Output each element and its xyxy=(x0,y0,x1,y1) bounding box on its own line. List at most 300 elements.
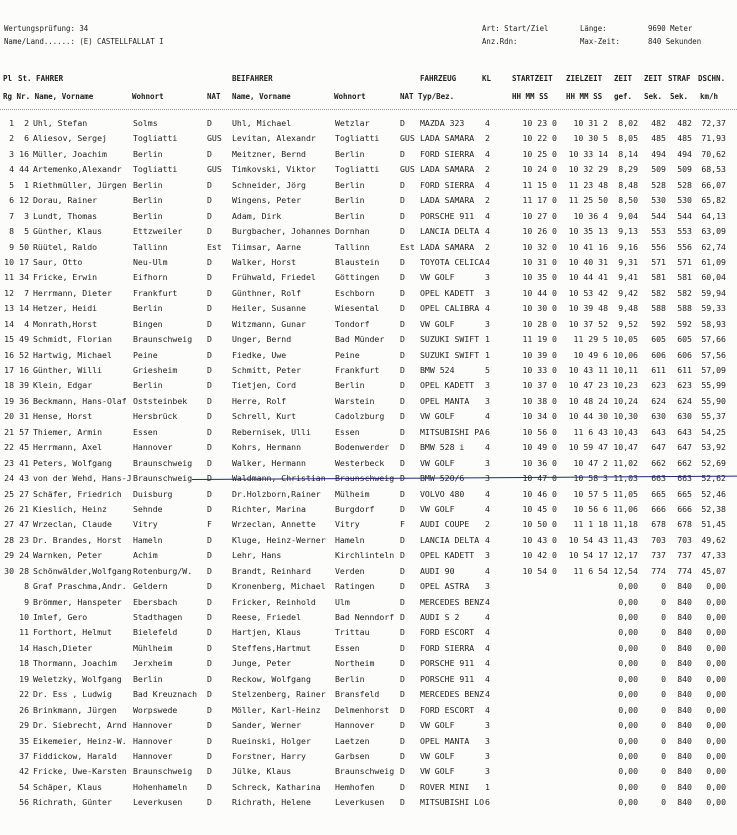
table-row xyxy=(0,255,737,270)
class-cell: 4 xyxy=(485,256,490,267)
time-cell: 12,54 xyxy=(613,565,638,576)
speed-cell: 55,90 xyxy=(701,395,726,406)
car-cell: TOYOTA CELICA xyxy=(420,256,484,267)
driver-town-cell: Rotenburg/W. xyxy=(133,565,193,576)
startnum-cell: 43 xyxy=(19,473,29,484)
codriver-town-cell: Laetzen xyxy=(335,735,370,746)
penalty-cell: 588 xyxy=(677,303,692,314)
driver-nat-cell: D xyxy=(207,720,212,731)
driver-name-cell: Artemenko,Alexandr xyxy=(33,164,122,175)
driver-nat-cell: D xyxy=(207,195,212,206)
driver-name-cell: Günther, Willi xyxy=(33,365,103,375)
startnum-cell: 5 xyxy=(24,226,29,237)
time-cell: 0,00 xyxy=(618,596,638,607)
codriver-town-cell: Berlin xyxy=(335,380,365,391)
codriver-nat-cell: D xyxy=(400,118,405,128)
codriver-name-cell: Lehr, Hans xyxy=(232,550,282,561)
driver-town-cell: Hannover xyxy=(133,750,173,761)
time-cell: 9,48 xyxy=(618,303,638,314)
penalty-cell: 840 xyxy=(677,704,692,715)
class-cell: 4 xyxy=(485,148,490,159)
speed-cell: 61,09 xyxy=(701,256,726,267)
codriver-name-cell: Herre, Rolf xyxy=(232,395,287,406)
seconds-cell: 666 xyxy=(651,503,666,514)
class-cell: 3 xyxy=(485,735,490,746)
time-cell: 9,04 xyxy=(618,210,638,221)
time-cell: 10,06 xyxy=(613,349,638,360)
penalty-cell: 737 xyxy=(677,550,692,561)
driver-nat-cell: F xyxy=(207,519,212,530)
codriver-nat-cell: Est xyxy=(400,241,415,252)
class-cell: 3 xyxy=(485,473,490,484)
driver-nat-cell: D xyxy=(207,287,212,298)
speed-cell: 0,00 xyxy=(706,627,726,638)
table-row xyxy=(0,425,737,440)
driver-nat-cell: D xyxy=(207,365,212,375)
table-row xyxy=(0,456,737,471)
codriver-name-cell: Schrell, Kurt xyxy=(232,411,297,422)
type-label: Art: Start/Ziel xyxy=(482,24,549,33)
table-row xyxy=(0,502,737,517)
table-row xyxy=(0,317,737,332)
penalty-cell: 624 xyxy=(677,395,692,406)
startnum-cell: 49 xyxy=(19,334,29,345)
start-time-cell: 11 19 0 xyxy=(522,334,557,345)
speed-cell: 0,00 xyxy=(706,735,726,746)
driver-town-cell: Achim xyxy=(133,550,158,561)
speed-cell: 64,13 xyxy=(701,210,726,221)
driver-name-cell: Schäfer, Friedrich xyxy=(33,488,122,499)
codriver-nat-cell: D xyxy=(400,365,405,375)
codriver-nat-cell: D xyxy=(400,673,405,684)
driver-town-cell: Sehnde xyxy=(133,503,163,514)
codriver-nat-cell: D xyxy=(400,503,405,514)
seconds-cell: 0 xyxy=(661,642,666,653)
driver-name-cell: Riethmüller, Jürgen xyxy=(33,179,127,190)
country-label: Name/Land......: (E) CASTELLFALLAT I xyxy=(4,37,164,46)
finish-time-cell: 10 59 47 xyxy=(568,442,608,453)
speed-cell: 0,00 xyxy=(706,596,726,607)
codriver-name-cell: Kluge, Heinz-Werner xyxy=(232,534,326,545)
table-row xyxy=(0,224,737,239)
codriver-nat-cell: D xyxy=(400,766,405,777)
codriver-town-cell: Essen xyxy=(335,426,360,437)
col-bf-name: Name, Vorname xyxy=(232,92,291,101)
speed-cell: 72,37 xyxy=(701,118,726,128)
driver-nat-cell: D xyxy=(207,581,212,592)
penalty-cell: 611 xyxy=(677,365,692,375)
codriver-name-cell: Levitan, Alexandr xyxy=(232,133,316,144)
codriver-name-cell: Rebernisek, Ulli xyxy=(232,426,311,437)
codriver-nat-cell: D xyxy=(400,612,405,622)
driver-nat-cell: D xyxy=(207,256,212,267)
driver-name-cell: Fricke, Uwe-Karsten xyxy=(33,766,127,777)
time-cell: 0,00 xyxy=(618,689,638,700)
finish-time-cell: 10 49 6 xyxy=(573,349,608,360)
startnum-cell: 39 xyxy=(19,380,29,391)
codriver-nat-cell: D xyxy=(400,781,405,792)
driver-name-cell: Eikemeier, Heinz-W. xyxy=(33,735,127,746)
driver-name-cell: Hense, Horst xyxy=(33,411,93,422)
driver-name-cell: von der Wehd, Hans-J xyxy=(33,473,132,484)
codriver-nat-cell: D xyxy=(400,689,405,700)
start-time-cell: 10 24 0 xyxy=(522,164,557,175)
codriver-town-cell: Peine xyxy=(335,349,360,360)
speed-cell: 0,00 xyxy=(706,781,726,792)
seconds-cell: 530 xyxy=(651,195,666,206)
test-label: Wertungsprüfung: 34 xyxy=(4,24,89,33)
seconds-cell: 0 xyxy=(661,797,666,808)
time-cell: 8,14 xyxy=(618,148,638,159)
rank-cell: 10 xyxy=(4,256,14,267)
driver-town-cell: Hohenhameln xyxy=(133,781,188,792)
start-time-cell: 10 33 0 xyxy=(522,365,557,375)
class-cell: 3 xyxy=(485,766,490,777)
table-row xyxy=(0,780,737,795)
table-row xyxy=(0,795,737,810)
rank-cell: 22 xyxy=(4,442,14,453)
startnum-cell: 3 xyxy=(24,210,29,221)
driver-nat-cell: D xyxy=(207,781,212,792)
col-nat-typ: NAT Typ/Bez. xyxy=(400,92,455,101)
driver-name-cell: Peters, Wolfgang xyxy=(33,457,112,468)
driver-name-cell: Dorau, Rainer xyxy=(33,195,98,206)
seconds-cell: 678 xyxy=(651,519,666,530)
driver-name-cell: Günther, Klaus xyxy=(33,226,103,237)
codriver-nat-cell: D xyxy=(400,411,405,422)
driver-town-cell: Tallinn xyxy=(133,241,168,252)
class-cell: 4 xyxy=(485,503,490,514)
driver-nat-cell: D xyxy=(207,766,212,777)
codriver-nat-cell: D xyxy=(400,457,405,468)
penalty-cell: 840 xyxy=(677,673,692,684)
startnum-cell: 37 xyxy=(19,750,29,761)
class-cell: 6 xyxy=(485,426,490,437)
seconds-cell: 665 xyxy=(651,488,666,499)
codriver-nat-cell: D xyxy=(400,550,405,561)
penalty-cell: 678 xyxy=(677,519,692,530)
class-cell: 4 xyxy=(485,442,490,453)
startnum-cell: 9 xyxy=(24,596,29,607)
driver-town-cell: Solms xyxy=(133,118,158,128)
header-divider xyxy=(0,109,737,110)
driver-town-cell: Berlin xyxy=(133,380,163,391)
car-cell: VW GOLF xyxy=(420,272,455,283)
penalty-cell: 774 xyxy=(677,565,692,576)
codriver-name-cell: Kohrs, Hermann xyxy=(232,442,302,453)
driver-nat-cell: D xyxy=(207,179,212,190)
table-row xyxy=(0,718,737,733)
col-dschn: DSCHN. xyxy=(698,74,726,83)
table-row xyxy=(0,363,737,378)
class-cell: 4 xyxy=(485,627,490,638)
driver-nat-cell: D xyxy=(207,689,212,700)
codriver-name-cell: Adam, Dirk xyxy=(232,210,282,221)
speed-cell: 59,33 xyxy=(701,303,726,314)
penalty-cell: 840 xyxy=(677,735,692,746)
driver-town-cell: Hannover xyxy=(133,442,173,453)
speed-cell: 52,62 xyxy=(701,473,726,484)
driver-name-cell: Dr. Ess , Ludwig xyxy=(33,689,112,700)
codriver-town-cell: Leverkusen xyxy=(335,797,385,808)
codriver-nat-cell: D xyxy=(400,195,405,206)
driver-town-cell: Jerxheim xyxy=(133,658,173,669)
codriver-town-cell: Vitry xyxy=(335,519,360,530)
codriver-nat-cell: D xyxy=(400,395,405,406)
table-row xyxy=(0,749,737,764)
startnum-cell: 12 xyxy=(19,195,29,206)
car-cell: MITSUBISHI PA xyxy=(420,426,484,437)
seconds-cell: 663 xyxy=(651,473,666,484)
codriver-name-cell: Richter, Marina xyxy=(232,503,306,514)
rank-cell: 21 xyxy=(4,426,14,437)
codriver-nat-cell: D xyxy=(400,627,405,638)
driver-name-cell: Schönwälder,Wolfgang xyxy=(33,565,132,576)
driver-nat-cell: D xyxy=(207,334,212,345)
codriver-name-cell: Meitzner, Bernd xyxy=(232,148,306,159)
driver-town-cell: Hannover xyxy=(133,735,173,746)
driver-town-cell: Berlin xyxy=(133,673,163,684)
driver-nat-cell: D xyxy=(207,534,212,545)
codriver-town-cell: Berlin xyxy=(335,673,365,684)
speed-cell: 0,00 xyxy=(706,612,726,622)
seconds-cell: 553 xyxy=(651,226,666,237)
startnum-cell: 23 xyxy=(19,534,29,545)
table-row xyxy=(0,533,737,548)
table-row xyxy=(0,209,737,224)
speed-cell: 59,94 xyxy=(701,287,726,298)
startnum-cell: 14 xyxy=(19,642,29,653)
codriver-name-cell: Jülke, Klaus xyxy=(232,766,292,777)
rank-cell: 13 xyxy=(4,303,14,314)
driver-town-cell: Essen xyxy=(133,426,158,437)
car-cell: AUDI 90 xyxy=(420,565,455,576)
table-row xyxy=(0,162,737,177)
codriver-town-cell: Wetzlar xyxy=(335,118,370,128)
penalty-cell: 840 xyxy=(677,750,692,761)
finish-time-cell: 10 41 16 xyxy=(568,241,608,252)
penalty-cell: 840 xyxy=(677,596,692,607)
results-table xyxy=(0,116,737,811)
time-cell: 8,50 xyxy=(618,195,638,206)
finish-time-cell: 10 37 52 xyxy=(568,318,608,329)
driver-town-cell: Eifhorn xyxy=(133,272,168,283)
seconds-cell: 0 xyxy=(661,720,666,731)
startnum-cell: 8 xyxy=(24,581,29,592)
driver-town-cell: Mühlheim xyxy=(133,642,173,653)
class-cell: 4 xyxy=(485,658,490,669)
codriver-name-cell: Fiedke, Uwe xyxy=(232,349,287,360)
driver-name-cell: Richrath, Günter xyxy=(33,797,112,808)
speed-cell: 58,93 xyxy=(701,318,726,329)
finish-time-cell: 10 43 11 xyxy=(568,365,608,375)
speed-cell: 47,33 xyxy=(701,550,726,561)
driver-town-cell: Bielefeld xyxy=(133,627,178,638)
codriver-town-cell: Tallinn xyxy=(335,241,370,252)
driver-name-cell: Hetzer, Heidi xyxy=(33,303,98,314)
speed-cell: 0,00 xyxy=(706,797,726,808)
penalty-cell: 703 xyxy=(677,534,692,545)
rank-cell: 6 xyxy=(9,195,14,206)
penalty-cell: 553 xyxy=(677,226,692,237)
table-row xyxy=(0,595,737,610)
codriver-name-cell: Wrzeclan, Annette xyxy=(232,519,316,530)
start-time-cell: 10 22 0 xyxy=(522,133,557,144)
codriver-town-cell: Trittau xyxy=(335,627,370,638)
startnum-cell: 2 xyxy=(24,118,29,128)
driver-nat-cell: D xyxy=(207,565,212,576)
class-cell: 4 xyxy=(485,534,490,545)
codriver-town-cell: Northeim xyxy=(335,658,375,669)
driver-town-cell: Bad Kreuznach xyxy=(133,689,198,700)
driver-town-cell: Ebersbach xyxy=(133,596,178,607)
seconds-cell: 0 xyxy=(661,766,666,777)
codriver-name-cell: Heiler, Susanne xyxy=(232,303,306,314)
speed-cell: 54,25 xyxy=(701,426,726,437)
codriver-town-cell: Togliatti xyxy=(335,164,380,175)
codriver-name-cell: Unger, Bernd xyxy=(232,334,292,345)
car-cell: OPEL MANTA xyxy=(420,395,470,406)
seconds-cell: 0 xyxy=(661,612,666,622)
seconds-cell: 0 xyxy=(661,673,666,684)
start-time-cell: 10 28 0 xyxy=(522,318,557,329)
penalty-cell: 840 xyxy=(677,581,692,592)
start-time-cell: 11 17 0 xyxy=(522,195,557,206)
driver-town-cell: Frankfurt xyxy=(133,287,178,298)
rank-cell: 28 xyxy=(4,534,14,545)
startnum-cell: 54 xyxy=(19,781,29,792)
driver-nat-cell: D xyxy=(207,426,212,437)
class-cell: 4 xyxy=(485,612,490,622)
codriver-nat-cell: D xyxy=(400,287,405,298)
speed-cell: 66,07 xyxy=(701,179,726,190)
rank-cell: 15 xyxy=(4,334,14,345)
codriver-nat-cell: D xyxy=(400,658,405,669)
driver-town-cell: Hannover xyxy=(133,720,173,731)
col-gef: gef. xyxy=(614,92,633,101)
class-cell: 3 xyxy=(485,318,490,329)
car-cell: VW GOLF xyxy=(420,411,455,422)
car-cell: VW GOLF xyxy=(420,318,455,329)
table-row xyxy=(0,270,737,285)
rank-cell: 19 xyxy=(4,395,14,406)
driver-nat-cell: D xyxy=(207,750,212,761)
table-row xyxy=(0,610,737,625)
car-cell: BMW 528 i xyxy=(420,442,465,453)
driver-nat-cell: D xyxy=(207,148,212,159)
codriver-town-cell: Bransfeld xyxy=(335,689,380,700)
class-cell: 4 xyxy=(485,303,490,314)
start-time-cell: 10 44 0 xyxy=(522,287,557,298)
driver-name-cell: Lundt, Thomas xyxy=(33,210,98,221)
finish-time-cell: 10 33 14 xyxy=(568,148,608,159)
time-cell: 0,00 xyxy=(618,658,638,669)
rank-cell: 26 xyxy=(4,503,14,514)
driver-nat-cell: D xyxy=(207,612,212,622)
start-time-cell: 10 49 0 xyxy=(522,442,557,453)
driver-name-cell: Uhl, Stefan xyxy=(33,118,88,128)
driver-name-cell: Herrmann, Dieter xyxy=(33,287,112,298)
table-row xyxy=(0,193,737,208)
penalty-cell: 581 xyxy=(677,272,692,283)
start-time-cell: 10 50 0 xyxy=(522,519,557,530)
startnum-cell: 35 xyxy=(19,735,29,746)
codriver-name-cell: Reckow, Wolfgang xyxy=(232,673,311,684)
codriver-town-cell: Burgdorf xyxy=(335,503,375,514)
class-cell: 2 xyxy=(485,241,490,252)
penalty-cell: 840 xyxy=(677,642,692,653)
finish-time-cell: 10 58 3 xyxy=(573,473,608,484)
rank-cell: 2 xyxy=(9,133,14,144)
table-row xyxy=(0,116,737,131)
driver-nat-cell: D xyxy=(207,627,212,638)
penalty-cell: 571 xyxy=(677,256,692,267)
seconds-cell: 588 xyxy=(651,303,666,314)
table-row xyxy=(0,178,737,193)
seconds-cell: 582 xyxy=(651,287,666,298)
driver-town-cell: Braunschweig xyxy=(133,457,193,468)
car-cell: LADA SAMARA xyxy=(420,195,475,206)
time-cell: 11,05 xyxy=(613,488,638,499)
time-cell: 0,00 xyxy=(618,581,638,592)
seconds-cell: 737 xyxy=(651,550,666,561)
driver-town-cell: Geldern xyxy=(133,581,168,592)
codriver-nat-cell: D xyxy=(400,148,405,159)
codriver-nat-cell: D xyxy=(400,596,405,607)
rank-cell: 29 xyxy=(4,550,14,561)
speed-cell: 0,00 xyxy=(706,642,726,653)
rank-cell: 12 xyxy=(4,287,14,298)
col-sek1: Sek. xyxy=(644,92,663,101)
finish-time-cell: 11 1 18 xyxy=(573,519,608,530)
codriver-town-cell: Berlin xyxy=(335,210,365,221)
rank-cell: 1 xyxy=(9,118,14,128)
driver-name-cell: Dr. Siebrecht, Arnd xyxy=(33,720,127,731)
time-cell: 10,43 xyxy=(613,426,638,437)
speed-cell: 71,93 xyxy=(701,133,726,144)
seconds-cell: 0 xyxy=(661,750,666,761)
table-row xyxy=(0,487,737,502)
penalty-cell: 665 xyxy=(677,488,692,499)
startnum-cell: 21 xyxy=(19,503,29,514)
penalty-cell: 582 xyxy=(677,287,692,298)
driver-nat-cell: D xyxy=(207,704,212,715)
seconds-cell: 0 xyxy=(661,627,666,638)
driver-name-cell: Schäper, Klaus xyxy=(33,781,103,792)
table-row xyxy=(0,147,737,162)
speed-cell: 57,09 xyxy=(701,365,726,375)
finish-time-cell: 10 39 48 xyxy=(568,303,608,314)
start-time-cell: 10 34 0 xyxy=(522,411,557,422)
table-row xyxy=(0,672,737,687)
col-nat: NAT xyxy=(207,92,221,101)
car-cell: OPEL MANTA xyxy=(420,735,470,746)
table-row xyxy=(0,301,737,316)
time-cell: 11,02 xyxy=(613,457,638,468)
start-time-cell: 10 32 0 xyxy=(522,241,557,252)
speed-cell: 49,62 xyxy=(701,534,726,545)
driver-name-cell: Fricke, Erwin xyxy=(33,272,98,283)
start-time-cell: 10 27 0 xyxy=(522,210,557,221)
speed-cell: 55,37 xyxy=(701,411,726,422)
car-cell: SUZUKI SWIFT xyxy=(420,334,480,345)
codriver-name-cell: Hartjen, Klaus xyxy=(232,627,302,638)
driver-nat-cell: D xyxy=(207,503,212,514)
table-row xyxy=(0,409,737,424)
class-cell: 4 xyxy=(485,596,490,607)
finish-time-cell: 11 25 50 xyxy=(568,195,608,206)
time-cell: 0,00 xyxy=(618,720,638,731)
